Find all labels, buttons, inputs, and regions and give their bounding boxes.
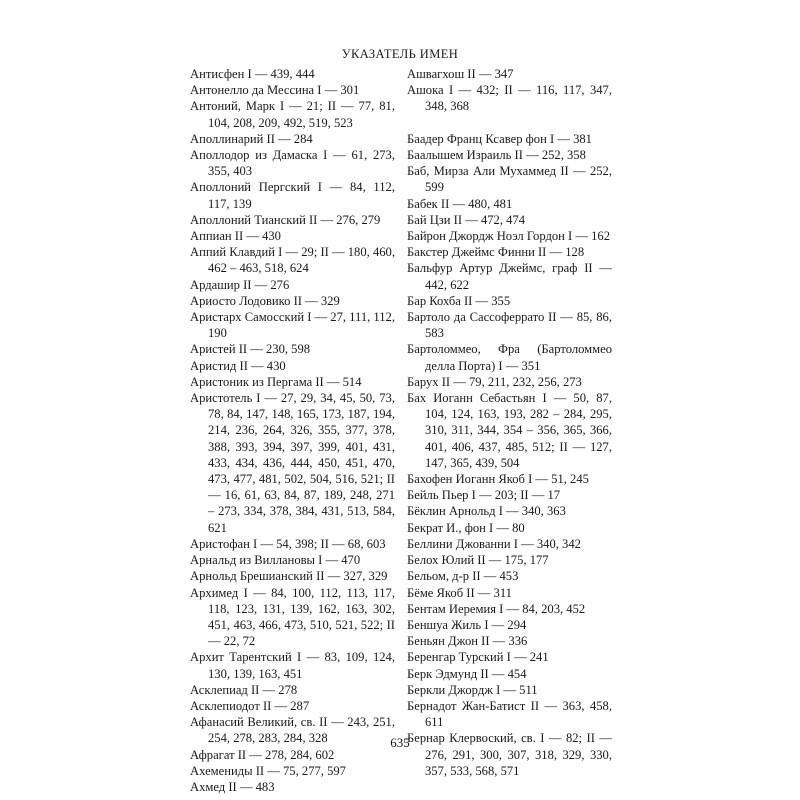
index-entry: Асклепиад II — 278 [190, 682, 298, 697]
index-entry: Антонелло да Мессина I — 301 [190, 83, 360, 98]
index-entry: Бай Цзи II — 472, 474 [407, 212, 526, 227]
index-entry: Ариосто Лодовико II — 329 [190, 293, 340, 308]
index-entry: Беллини Джованни I — 340, 342 [407, 536, 581, 551]
index-entry: Беркли Джордж I — 511 [407, 682, 538, 697]
index-entry: Аристид II — 430 [190, 358, 286, 373]
page-number: 635 [390, 735, 410, 750]
index-entry: Баб, Мирза Али Мухаммед II — 252, 599 [407, 164, 612, 195]
index-entry: Аристоник из Пергама II — 514 [190, 374, 362, 389]
index-entry: Бар Кохба II — 355 [407, 293, 511, 308]
index-entry: Барух II — 79, 211, 232, 256, 273 [407, 374, 582, 389]
index-entry: Бартоло да Сассоферрато II — 85, 86, 583 [407, 310, 612, 341]
index-entry: Аполлодор из Дамаска I — 61, 273, 355, 403 [190, 148, 395, 179]
index-entry: Аристарх Самосский I — 27, 111, 112, 190 [190, 310, 396, 341]
index-entry: Бернар Клервоский, св. I — 82; II — 276, 291, 300, 307, 318, 329, 330, 357, 533, 568, 571 [407, 731, 612, 778]
index-entry: Ахемениды II — 75, 277, 597 [190, 763, 346, 778]
index-entry [407, 115, 612, 131]
index-entry: Байрон Джордж Ноэл Гордон I — 162 [407, 229, 611, 244]
index-entry: Архит Тарентский I — 83, 109, 124, 130, 139, 163, 451 [190, 650, 395, 681]
index-entry: Антисфен I — 439, 444 [190, 67, 315, 81]
index-entry: Ашвагхош II — 347 [407, 67, 514, 81]
index-entry: Бёме Якоб II — 311 [407, 585, 512, 600]
index-entry: Ахмед II — 483 [190, 779, 275, 794]
index-entry: Бернадот Жан-Батист II — 363, 458, 611 [407, 698, 612, 730]
index-entry: Беньян Джон II — 336 [407, 634, 528, 649]
index-entry: Беншуа Жиль I — 294 [407, 617, 527, 632]
index-entry: Баадер Франц Ксавер фон I — 381 [407, 131, 592, 146]
index-entry: Беренгар Турский I — 241 [407, 650, 549, 665]
running-header: УКАЗАТЕЛЬ ИМЕН [341, 47, 459, 61]
index-entry: Аппий Клавдий I — 29; II — 180, 460, 462 – 463, 518, 624 [190, 245, 395, 276]
index-entry: Бентам Иеремия I — 84, 203, 452 [407, 601, 586, 616]
index-column-left [190, 66, 395, 795]
index-entry: Аполлоний Тианский II — 276, 279 [190, 212, 381, 227]
index-entry: Аппиан II — 430 [190, 229, 281, 244]
index-entry: Арнольд Брешианский II — 327, 329 [190, 569, 388, 584]
index-entry: Аристофан I — 54, 398; II — 68, 603 [190, 536, 386, 551]
index-entry: Бёклин Арнольд I — 340, 363 [407, 504, 566, 519]
index-column-right [407, 66, 612, 779]
index-entry: Бах Иоганн Себастьян I — 50, 87, 104, 124, 163, 193, 282 – 284, 295, 310, 311, 344, 354 – 356, 365, 366, 401, 406, 437, 485, 512; II — 127, 147, 365, 439, 504 [407, 391, 612, 470]
index-entry: Аристей II — 230, 598 [190, 342, 311, 357]
index-entry: Бартоломмео, Фра (Бартоломмео делла Порта) I — 351 [407, 342, 612, 373]
index-entry: Аристотель I — 27, 29, 34, 45, 50, 73, 78, 84, 147, 148, 165, 173, 187, 194, 214, 236, 264, 326, 355, 377, 378, 388, 393, 394, 397, 399, 401, 431, 433, 434, 436, 444, 450, 451, 470, 473, 477, 481, 502, 504, 516, 521; II — 16, 61, 63, 84, 87, 189, 248, 271 – 273, 334, 378, 384, 431, 513, 584, 621 [190, 391, 395, 535]
index-entry: Бахофен Иоганн Якоб I — 51, 245 [407, 472, 589, 487]
index-entry: Ашока I — 432; II — 116, 117, 347, 348, 368 [407, 83, 612, 114]
index-entry: Аполлоний Пергский I — 84, 112, 117, 139 [190, 180, 395, 211]
index-entry: Бальфур Артур Джеймс, граф II — 442, 622 [407, 261, 612, 292]
index-entry: Баалышем Израиль II — 252, 358 [407, 148, 586, 163]
index-entry: Бакстер Джеймс Финни II — 128 [407, 245, 585, 260]
index-entry: Ардашир II — 276 [190, 277, 290, 292]
index-entry: Бабек II — 480, 481 [407, 196, 513, 211]
index-entry: Белох Юлий II — 175, 177 [407, 553, 549, 568]
index-entry: Афанасий Великий, св. II — 243, 251, 254, 278, 283, 284, 328 [190, 715, 395, 746]
index-entry: Асклепиодот II — 287 [190, 698, 310, 713]
index-entry: Аполлинарий II — 284 [190, 131, 313, 146]
index-entry: Бейль Пьер I — 203; II — 17 [407, 488, 561, 503]
index-entry: Бекрат И., фон I — 80 [407, 520, 525, 535]
index-entry: Антоний, Марк I — 21; II — 77, 81, 104, 208, 209, 492, 519, 523 [190, 99, 395, 130]
index-entry: Афрагат II — 278, 284, 602 [190, 747, 335, 762]
index-entry: Арнальд из Виллановы I — 470 [190, 553, 361, 568]
index-entry: Берк Эдмунд II — 454 [407, 666, 527, 681]
index-entry: Архимед I — 84, 100, 112, 113, 117, 118, 123, 131, 139, 162, 163, 302, 451, 463, 466, 473, 510, 521, 522; II — 22, 72 [190, 585, 395, 649]
index-entry: Бельом, д-р II — 453 [407, 569, 519, 584]
